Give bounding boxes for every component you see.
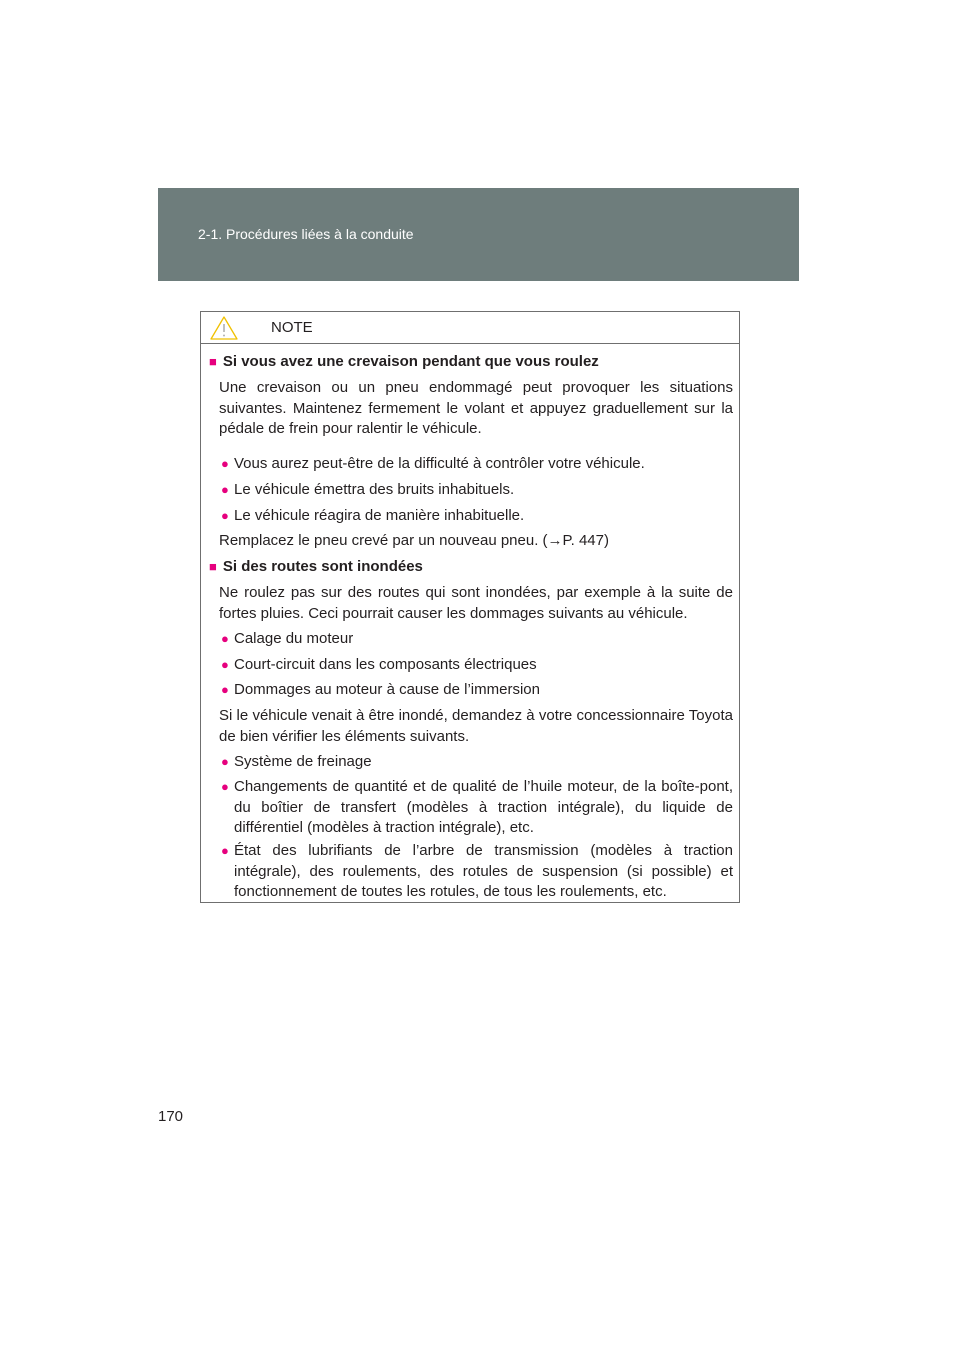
list-item: ● Le véhicule réagira de manière inhabituelle. (221, 506, 733, 527)
paragraph: Si le véhicule venait à être inondé, demandez à votre concessionnaire Toyota de bien vérifier les éléments suivants. (219, 707, 733, 745)
warning-triangle-icon (209, 315, 239, 341)
paragraph: Une crevaison ou un pneu endommagé peut provoquer les situations suivantes. Maintenez fermement le volant et appuyez graduellement sur la pédale de frein pour ralentir le véhicule. (219, 379, 733, 437)
paragraph: Ne roulez pas sur des routes qui sont inondées, par exemple à la suite de fortes pluies. Ceci pourrait causer les dommages suivants au véhicule. (219, 584, 733, 622)
note-label: NOTE (271, 319, 313, 336)
list-item: ● État des lubrifiants de l’arbre de transmission (modèles à traction intégrale), des roulements, des rotules de suspension (si possible) et fonctionnement de toutes les rotules, de tous les roulements, etc. (221, 841, 733, 903)
section-title: 2-1. Procédures liées à la conduite (198, 226, 414, 242)
circle-bullet-icon: ● (221, 657, 229, 672)
circle-bullet-icon: ● (221, 631, 229, 646)
circle-bullet-icon: ● (221, 754, 229, 769)
circle-bullet-icon: ● (221, 508, 229, 523)
page-number: 170 (158, 1108, 184, 1125)
circle-bullet-icon: ● (221, 482, 229, 497)
header-band (158, 188, 799, 281)
circle-bullet-icon: ● (221, 843, 229, 858)
list-item: ● Court-circuit dans les composants électriques (221, 655, 733, 676)
list-item: ● Système de freinage (221, 752, 733, 773)
section-heading: ■ Si vous avez une crevaison pendant que vous roulez (209, 352, 599, 373)
square-bullet-icon: ■ (209, 559, 217, 574)
paragraph: Remplacez le pneu crevé par un nouveau pneu. (→P. 447) (219, 532, 609, 549)
list-item: ● Dommages au moteur à cause de l’immersion (221, 680, 733, 701)
note-box (200, 311, 740, 903)
note-header (201, 312, 739, 344)
list-item: ● Calage du moteur (221, 629, 733, 650)
square-bullet-icon: ■ (209, 354, 217, 369)
section-heading: ■ Si des routes sont inondées (209, 557, 423, 578)
list-item: ● Le véhicule émettra des bruits inhabituels. (221, 480, 733, 501)
circle-bullet-icon: ● (221, 456, 229, 471)
list-item: ● Changements de quantité et de qualité de l’huile moteur, de la boîte-pont, du boîtier de transfert (modèles à traction intégrale), du liquide de différentiel (modèles à traction intégrale), etc. (221, 777, 733, 839)
circle-bullet-icon: ● (221, 779, 229, 794)
list-item: ● Vous aurez peut-être de la difficulté à contrôler votre véhicule. (221, 454, 733, 475)
circle-bullet-icon: ● (221, 682, 229, 697)
